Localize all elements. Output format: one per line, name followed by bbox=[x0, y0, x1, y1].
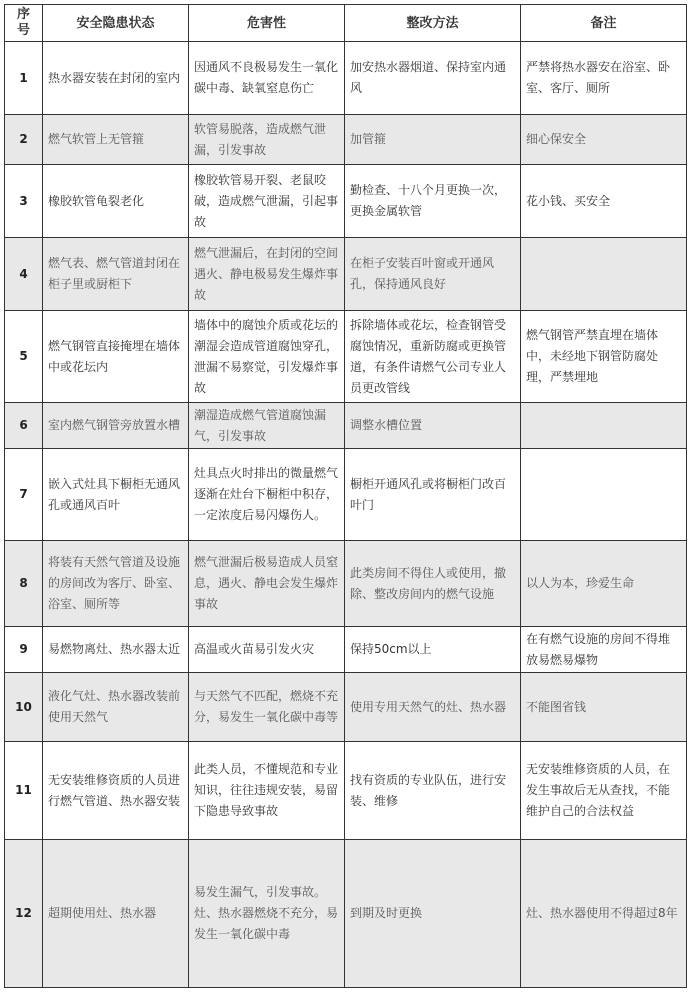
row-number: 3 bbox=[5, 165, 43, 238]
row-state: 燃气表、燃气管道封闭在柜子里或厨柜下 bbox=[43, 238, 189, 311]
table-row bbox=[5, 165, 687, 238]
row-note bbox=[521, 449, 687, 541]
table-row bbox=[5, 115, 687, 165]
table-row bbox=[5, 403, 687, 449]
row-state: 易燃物离灶、热水器太近 bbox=[43, 627, 189, 673]
table-row bbox=[5, 42, 687, 115]
row-hazard: 墙体中的腐蚀介质或花坛的潮湿会造成管道腐蚀穿孔，泄漏不易察觉，引发爆炸事故 bbox=[189, 311, 345, 403]
row-fix: 到期及时更换 bbox=[345, 840, 521, 988]
header-index: 序号 bbox=[5, 5, 43, 42]
row-note bbox=[521, 238, 687, 311]
row-number: 6 bbox=[5, 403, 43, 449]
row-state: 橡胶软管龟裂老化 bbox=[43, 165, 189, 238]
row-number: 4 bbox=[5, 238, 43, 311]
row-fix: 保持50cm以上 bbox=[345, 627, 521, 673]
row-hazard: 燃气泄漏后极易造成人员窒息，遇火、静电会发生爆炸事故 bbox=[189, 541, 345, 627]
table-row bbox=[5, 311, 687, 403]
table-row bbox=[5, 742, 687, 840]
row-hazard: 灶具点火时排出的微量燃气逐渐在灶台下橱柜中积存，一定浓度后易闪爆伤人。 bbox=[189, 449, 345, 541]
table-row bbox=[5, 541, 687, 627]
row-fix: 拆除墙体或花坛，检查钢管受腐蚀情况，重新防腐或更换管道，有条件请燃气公司专业人员更改管线 bbox=[345, 311, 521, 403]
header-fix-method: 整改方法 bbox=[345, 5, 521, 42]
row-note bbox=[521, 403, 687, 449]
row-fix: 使用专用天然气的灶、热水器 bbox=[345, 673, 521, 742]
table-row bbox=[5, 627, 687, 673]
row-note: 严禁将热水器安在浴室、卧室、客厅、厕所 bbox=[521, 42, 687, 115]
row-hazard: 因通风不良极易发生一氧化碳中毒、缺氧窒息伤亡 bbox=[189, 42, 345, 115]
row-number: 5 bbox=[5, 311, 43, 403]
row-note: 燃气钢管严禁直埋在墙体中，未经地下钢管防腐处理，严禁埋地 bbox=[521, 311, 687, 403]
row-state: 液化气灶、热水器改装前使用天然气 bbox=[43, 673, 189, 742]
row-note: 无安装维修资质的人员，在发生事故后无从查找，不能维护自己的合法权益 bbox=[521, 742, 687, 840]
gas-safety-hazard-table bbox=[4, 4, 687, 988]
row-hazard: 软管易脱落，造成燃气泄漏，引发事故 bbox=[189, 115, 345, 165]
row-fix: 此类房间不得住人或使用，撤除、整改房间内的燃气设施 bbox=[345, 541, 521, 627]
row-state: 热水器安装在封闭的室内 bbox=[43, 42, 189, 115]
table-row bbox=[5, 840, 687, 988]
row-note: 细心保安全 bbox=[521, 115, 687, 165]
row-state: 无安装维修资质的人员进行燃气管道、热水器安装 bbox=[43, 742, 189, 840]
row-note: 在有燃气设施的房间不得堆放易燃易爆物 bbox=[521, 627, 687, 673]
row-state: 燃气钢管直接掩埋在墙体中或花坛内 bbox=[43, 311, 189, 403]
table-row bbox=[5, 673, 687, 742]
row-number: 12 bbox=[5, 840, 43, 988]
row-hazard: 易发生漏气，引发事故。灶、热水器燃烧不充分，易发生一氧化碳中毒 bbox=[189, 840, 345, 988]
header-hazard-state: 安全隐患状态 bbox=[43, 5, 189, 42]
row-state: 将装有天然气管道及设施的房间改为客厅、卧室、浴室、厕所等 bbox=[43, 541, 189, 627]
row-state: 燃气软管上无管箍 bbox=[43, 115, 189, 165]
row-number: 1 bbox=[5, 42, 43, 115]
row-fix: 在柜子安装百叶窗或开通风孔，保持通风良好 bbox=[345, 238, 521, 311]
header-note: 备注 bbox=[521, 5, 687, 42]
table-row bbox=[5, 238, 687, 311]
row-state: 超期使用灶、热水器 bbox=[43, 840, 189, 988]
row-hazard: 橡胶软管易开裂、老鼠咬破，造成燃气泄漏，引起事故 bbox=[189, 165, 345, 238]
row-fix: 加管箍 bbox=[345, 115, 521, 165]
table-row bbox=[5, 449, 687, 541]
row-fix: 找有资质的专业队伍，进行安装、维修 bbox=[345, 742, 521, 840]
row-hazard: 潮湿造成燃气管道腐蚀漏气，引发事故 bbox=[189, 403, 345, 449]
row-number: 10 bbox=[5, 673, 43, 742]
row-number: 9 bbox=[5, 627, 43, 673]
row-state: 室内燃气钢管旁放置水槽 bbox=[43, 403, 189, 449]
row-note: 灶、热水器使用不得超过8年 bbox=[521, 840, 687, 988]
row-hazard: 此类人员，不懂规范和专业知识，往往违规安装，易留下隐患导致事故 bbox=[189, 742, 345, 840]
row-state: 嵌入式灶具下橱柜无通风孔或通风百叶 bbox=[43, 449, 189, 541]
row-fix: 橱柜开通风孔或将橱柜门改百叶门 bbox=[345, 449, 521, 541]
hazard-table-container bbox=[4, 4, 687, 988]
row-number: 11 bbox=[5, 742, 43, 840]
header-danger: 危害性 bbox=[189, 5, 345, 42]
row-note: 以人为本，珍爱生命 bbox=[521, 541, 687, 627]
row-hazard: 燃气泄漏后，在封闭的空间遇火、静电极易发生爆炸事故 bbox=[189, 238, 345, 311]
row-fix: 勤检查、十八个月更换一次，更换金属软管 bbox=[345, 165, 521, 238]
row-fix: 加安热水器烟道、保持室内通风 bbox=[345, 42, 521, 115]
table-header-row bbox=[5, 5, 687, 42]
row-number: 8 bbox=[5, 541, 43, 627]
row-note: 不能图省钱 bbox=[521, 673, 687, 742]
row-hazard: 与天然气不匹配，燃烧不充分，易发生一氧化碳中毒等 bbox=[189, 673, 345, 742]
row-number: 2 bbox=[5, 115, 43, 165]
row-hazard: 高温或火苗易引发火灾 bbox=[189, 627, 345, 673]
row-fix: 调整水槽位置 bbox=[345, 403, 521, 449]
row-number: 7 bbox=[5, 449, 43, 541]
row-note: 花小钱、买安全 bbox=[521, 165, 687, 238]
